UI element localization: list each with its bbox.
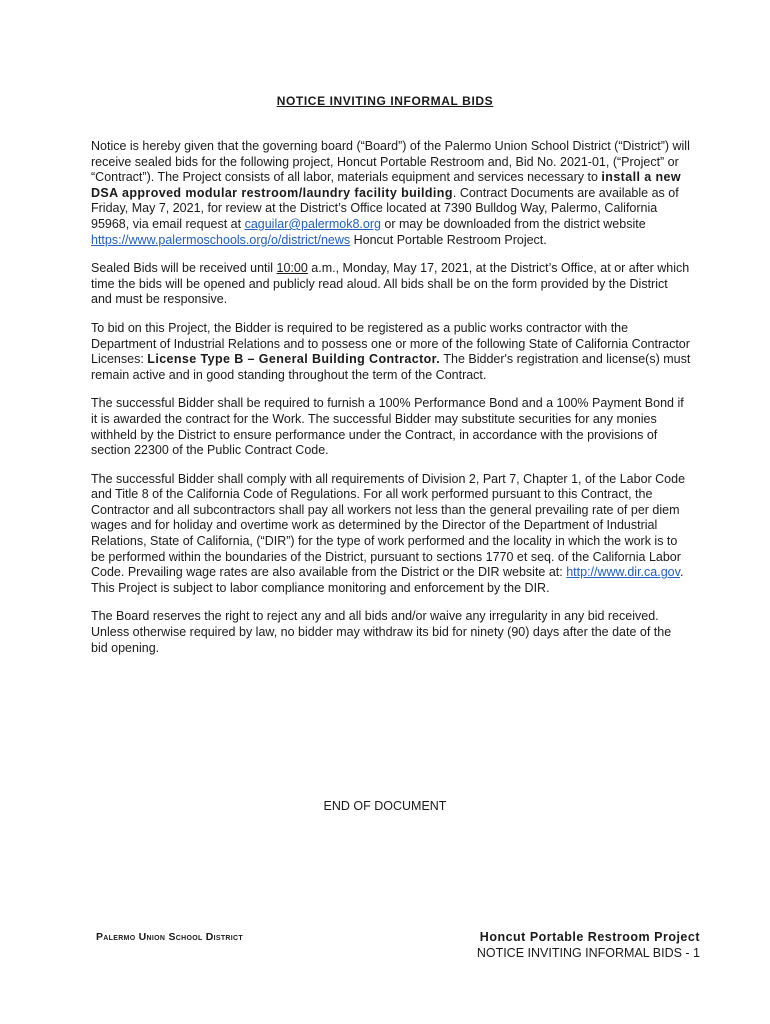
district-website-link[interactable]: https://www.palermoschools.org/o/district/news — [91, 232, 351, 247]
notice-scope-bold: install a new DSA approved modular restroom/laundry facility building — [91, 170, 681, 200]
notice-text-download: or may be downloaded from the district website — [380, 216, 646, 231]
footer-page-label: NOTICE INVITING INFORMAL BIDS - 1 — [476, 946, 700, 960]
dir-website-link[interactable]: http://www.dir.ca.gov — [566, 565, 680, 580]
document-title: NOTICE INVITING INFORMAL BIDS — [276, 94, 494, 108]
prevailing-wage-text-rest: . This Project is subject to labor compliance monitoring and enforcement by the DIR. — [91, 565, 684, 595]
prevailing-wage-text: The successful Bidder shall comply with all requirements of Division 2, Part 7, Chapter 1, of the Labor Code and Title 8 of the California Code of Regulations. For all work performed pursuant to this Contract, the Contractor and all subcontractors shall pay all workers not less than the general prevailing rate of per diem wages and for holiday and overtime work as determined by the Director of the Department of Industrial Relations, State of California, (“DIR”) for the type of work performed and the locality in which the work is to be performed within the boundaries of the District, pursuant to sections 1770 et seq. of the California Labor Code. Prevailing wage rates are also available from the District or the DIR website at: — [91, 471, 686, 580]
bid-time: 10:00 — [276, 261, 308, 276]
paragraph-registration — [91, 321, 691, 383]
paragraph-prevailing-wage — [91, 472, 691, 597]
footer-right — [477, 929, 700, 961]
end-of-document: END OF DOCUMENT — [323, 799, 447, 813]
footer-project-name: Honcut Portable Restroom Project — [479, 930, 700, 944]
sealed-bids-text: Sealed Bids will be received until — [91, 261, 277, 276]
paragraph-bonds: The successful Bidder shall be required to furnish a 100% Performance Bond and a 100% Payment Bond if it is awarded the contract for the Work. The successful Bidder may substitute securities for any monies withheld by the District to ensure performance under the Contract, in accordance with the provisions of section 22300 of the Public Contract Code. — [91, 396, 684, 458]
paragraph-sealed-bids — [91, 261, 691, 308]
paragraph-board-rights: The Board reserves the right to reject any and all bids and/or waive any irregularity in any bid received. Unless otherwise required by law, no bidder may withdraw its bid for ninety (90) days after the date of the bid opening. — [91, 609, 672, 655]
sealed-bids-text-rest: a.m., Monday, May 17, 2021, at the District’s Office, at or after which time the bids will be opened and publicly read aloud. All bids shall be on the form provided by the District and must be responsive. — [91, 261, 690, 307]
registration-text: To bid on this Project, the Bidder is required to be registered as a public works contractor with the Department of Industrial Relations and to possess one or more of the following State of California Contractor Licenses: — [91, 320, 690, 367]
email-link[interactable]: caguilar@palermok8.org — [244, 216, 381, 231]
notice-text: Notice is hereby given that the governing board (“Board”) of the Palermo Union School District (“District”) will receive sealed bids for the following project, Honcut Portable Restroom and, Bid No. 2021-01, (“Project” or “Contract”). The Project consists of all labor, materials equipment and services necessary to — [91, 139, 690, 185]
document-body — [91, 139, 691, 669]
footer-district-name: Palermo Union School District — [96, 931, 243, 943]
paragraph-notice — [91, 139, 691, 248]
registration-text-rest: The Bidder's registration and license(s) must remain active and in good standing throughout the term of the Contract. — [91, 352, 691, 382]
notice-text-availability: . Contract Documents are available as of Friday, May 7, 2021, for review at the District’s Office located at 7390 Bulldog Way, Palermo, California 95968, via email request at — [91, 185, 679, 231]
license-type-bold: License Type B – General Building Contractor. — [147, 352, 441, 367]
notice-text-project: Honcut Portable Restroom Project. — [350, 232, 547, 247]
